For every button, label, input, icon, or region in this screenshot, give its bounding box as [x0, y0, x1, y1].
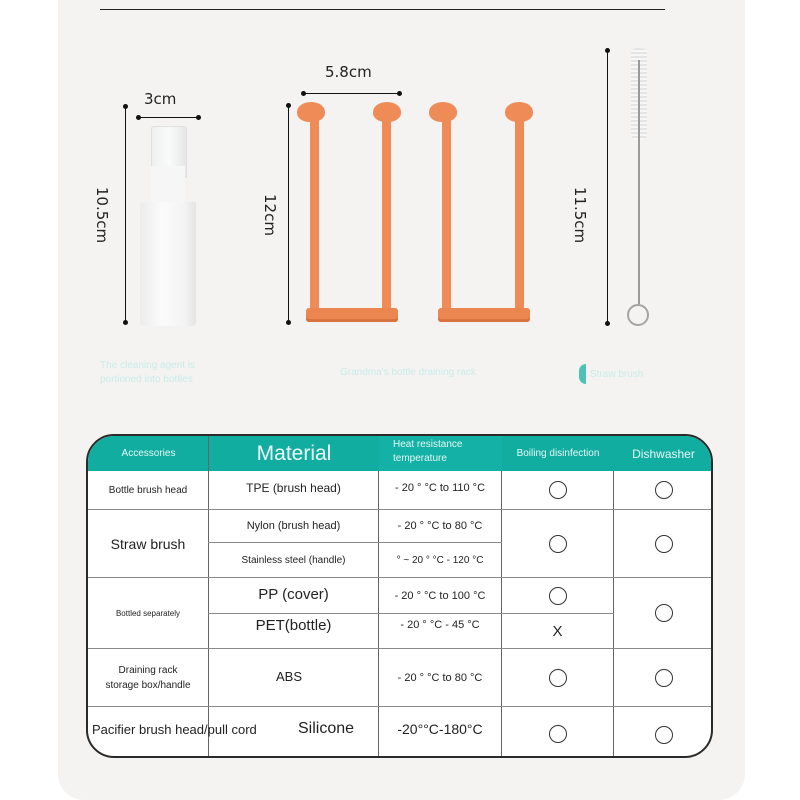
bottle-width-line — [138, 117, 198, 118]
cell-dishwasher — [614, 578, 713, 648]
cell-accessory: Bottle brush head — [108, 484, 188, 496]
cell-temp: - 20 ° °C - 45 °C — [400, 619, 480, 631]
cell-temp: - 20 ° °C to 110 °C — [394, 482, 486, 494]
circle-yes-icon — [655, 669, 673, 687]
rack-post — [382, 114, 391, 316]
rack-post — [442, 114, 451, 316]
cell-accessory: Straw brush — [110, 535, 186, 552]
circle-yes-icon — [549, 481, 567, 499]
accessory-line2: storage box/handle — [105, 679, 191, 691]
dim-dot — [123, 320, 128, 325]
header-boiling: Boiling disinfection — [516, 448, 600, 459]
cell-boiling — [502, 649, 613, 706]
top-divider — [100, 9, 665, 10]
header-heat-line1: Heat resistance — [393, 438, 463, 450]
cell-boiling — [502, 510, 613, 577]
dim-dot — [605, 48, 610, 53]
cell-temp: ° ~ 20 ° °C - 120 °C — [396, 554, 484, 566]
brush-height-line — [607, 50, 608, 324]
circle-yes-icon — [549, 535, 567, 553]
header-accessories: Accessories — [121, 448, 176, 459]
rack-height-label: 12cm — [261, 194, 279, 236]
cell-material: ABS — [276, 669, 303, 684]
cell-dishwasher — [614, 510, 713, 577]
cell-dishwasher — [614, 707, 713, 758]
cell-dishwasher — [614, 471, 713, 509]
brush-wire — [638, 60, 640, 306]
cell-material: Silicone — [297, 720, 355, 737]
cell-temp: - 20 ° °C to 80 °C — [397, 671, 483, 684]
header-dishwasher: Dishwasher — [632, 446, 695, 461]
rack-base — [306, 308, 398, 322]
rack-post — [310, 114, 319, 316]
cell-boiling — [502, 707, 613, 758]
brush-height-label: 11.5cm — [571, 186, 589, 244]
cell-dishwasher — [614, 649, 713, 706]
cell-material: Stainless steel (handle) — [241, 554, 346, 566]
cell-boiling — [502, 578, 613, 613]
cell-material: Nylon (brush head) — [246, 520, 341, 532]
cell-accessory: Pacifier brush head/pull cord — [92, 721, 257, 737]
material-table — [86, 434, 713, 758]
circle-yes-icon — [549, 587, 567, 605]
bottle-body — [140, 202, 196, 326]
rack-post — [515, 114, 524, 316]
cell-accessory — [88, 649, 208, 706]
header-heat-resistance — [379, 434, 502, 471]
cell-material: PP (cover) — [258, 585, 329, 603]
cell-material: PET(bottle) — [255, 616, 332, 634]
circle-yes-icon — [655, 481, 673, 499]
bottle-caption: The cleaning agent is portioned into bottles — [100, 360, 196, 385]
circle-yes-icon — [549, 725, 567, 743]
dim-dot — [286, 103, 291, 108]
dim-dot — [286, 320, 291, 325]
rack-width-line — [303, 93, 399, 94]
cell-temp: - 20 ° °C to 80 °C — [397, 520, 483, 532]
cell-material: TPE (brush head) — [246, 481, 341, 495]
rack-width-label: 5.8cm — [325, 63, 372, 81]
cell-accessory: Bottled separately — [115, 608, 181, 618]
dim-dot — [196, 115, 201, 120]
bottle-width-label: 3cm — [144, 90, 177, 108]
circle-yes-icon — [655, 726, 673, 744]
brush-loop — [627, 304, 649, 326]
bottle-neck — [151, 166, 185, 202]
header-heat-line2: temperature — [393, 452, 447, 464]
accessory-line1: Draining rack — [118, 664, 178, 676]
rack-height-line — [288, 105, 289, 323]
bottle-height-line — [125, 106, 126, 324]
cell-boiling-no — [502, 614, 613, 648]
cell-boiling — [502, 471, 613, 509]
header-material: Material — [256, 441, 332, 465]
dim-dot — [397, 91, 402, 96]
dim-dot — [123, 104, 128, 109]
brush-caption: Straw brush — [590, 369, 644, 380]
cell-temp: -20°°C-180°C — [397, 721, 483, 737]
dim-dot — [136, 115, 141, 120]
dim-dot — [605, 321, 610, 326]
circle-yes-icon — [655, 604, 673, 622]
rack-base — [438, 308, 530, 322]
rack-caption: Grandma's bottle draining rack — [340, 367, 476, 378]
circle-yes-icon — [549, 669, 567, 687]
caption-accent — [579, 364, 586, 384]
cell-temp: - 20 ° °C to 100 °C — [394, 589, 486, 602]
dim-dot — [301, 91, 306, 96]
bottle-height-label: 10.5cm — [93, 186, 111, 244]
x-no-icon: X — [552, 622, 563, 640]
circle-yes-icon — [655, 535, 673, 553]
